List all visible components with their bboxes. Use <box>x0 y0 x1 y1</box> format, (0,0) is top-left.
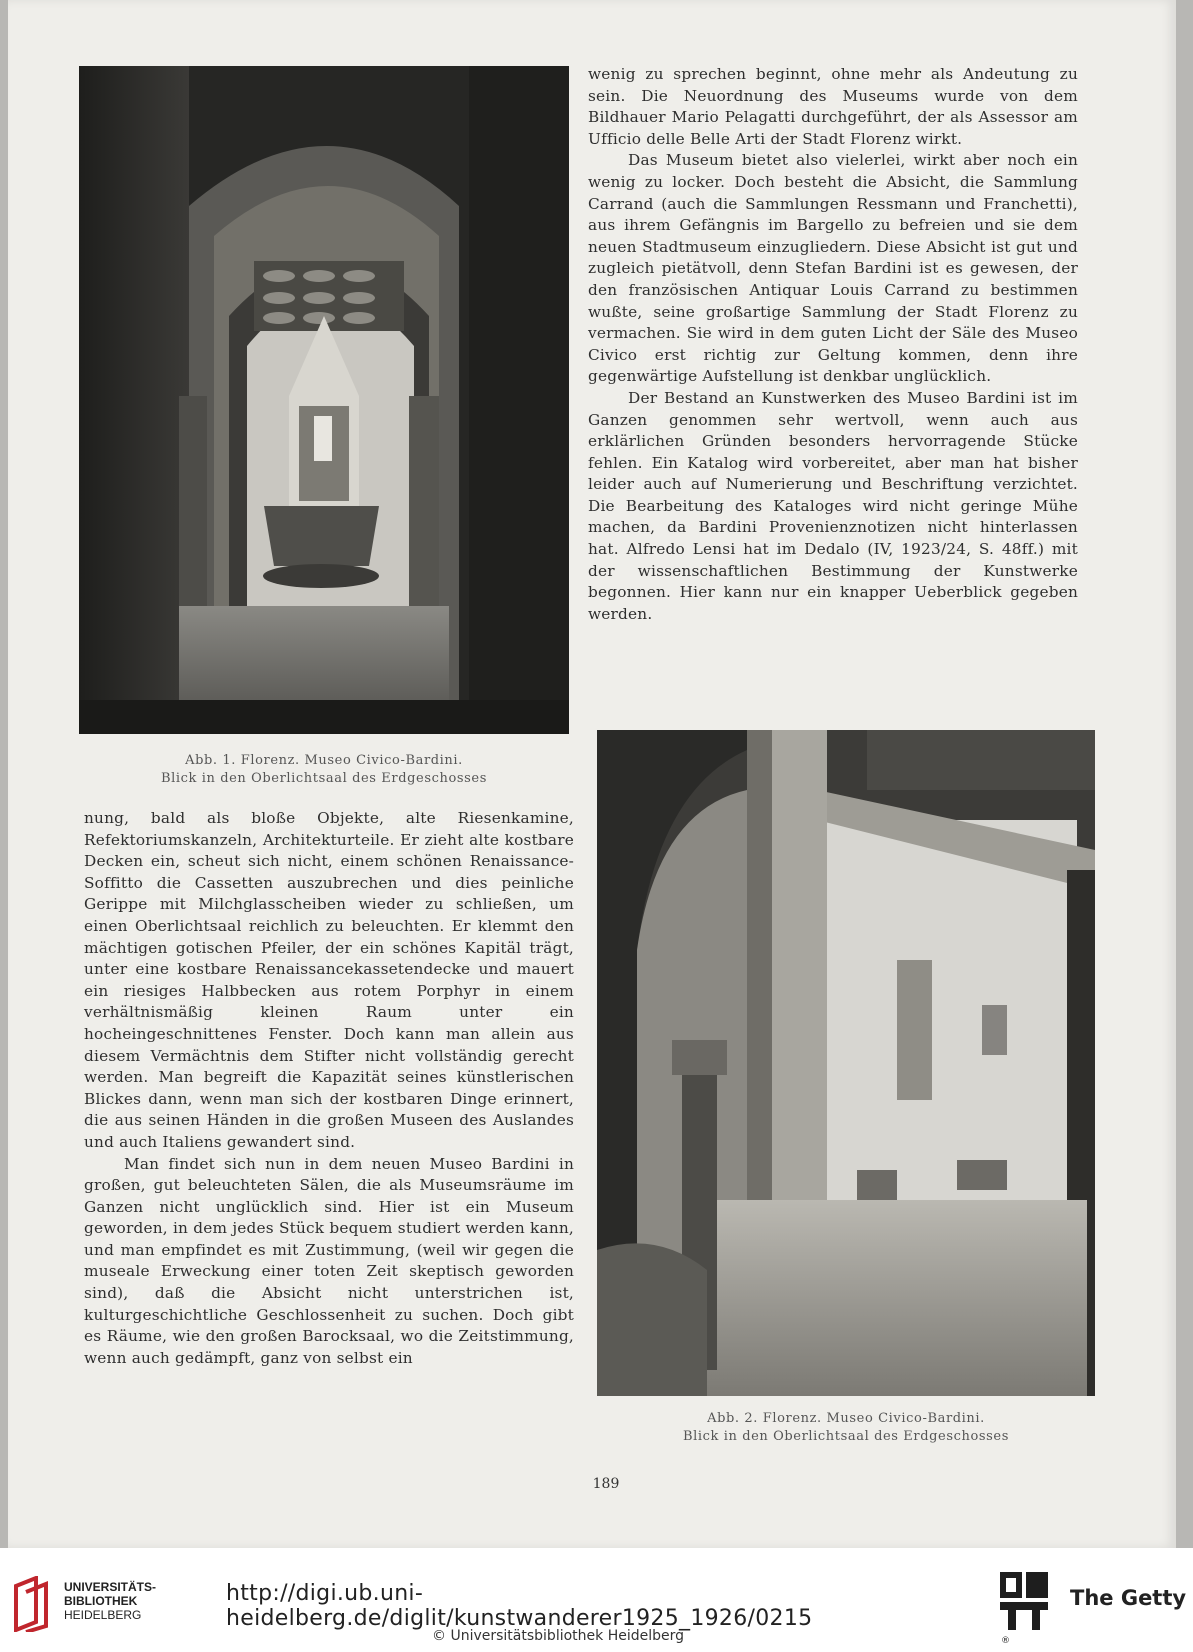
paragraph: Der Bestand an Kunstwerken des Museo Bardini ist im Ganzen genommen sehr wertvoll, wenn auch aus erklärlichen Gründen besonders hervorragende Stücke fehlen. Ein Katalog wird vorbereitet, aber man hat bisher leider auch auf Numerierung und Beschriftung verzichtet. Die Bearbeitung des Kataloges wird nicht geringe Mühe machen, da Bardini Provenienznotizen nicht hinterlassen hat. Alfredo Lensi hat im Dedalo (IV, 1923/24, S. 48ff.) mit der wissenschaftlichen Bestimmung der Kunstwerke begonnen. Hier kann nur ein knapper Ueberblick gegeben werden. <box>588 388 1078 623</box>
paragraph: nung, bald als bloße Objekte, alte Riesenkamine, Refektoriumskanzeln, Architekturteile. Er zieht alte kostbare Decken ein, scheut sich nicht, einem schönen Renaissance-Soffitto die Cassetten auszubrechen und dies peinliche Gerippe mit Milchglasscheiben wieder zu schließen, um einen Oberlichtsaal reichlich zu beleuchten. Er klemmt den mächtigen gotischen Pfeiler, der ein schönes Kapitäl trägt, unter eine kostbare Renaissancekassetendecke und mauert ein riesiges Halbbecken aus rotem Porphyr in einem verhältnismäßig kleinen Raum unter ein hocheingeschnittenes Fenster. Doch kann man allein aus diesem Vermächtnis dem Stifter nicht vollständig gerecht werden. Man begreift die Kapazität seines künstlerischen Blickes dann, wenn man sich der kostbaren Dinge erinnert, die aus seinen Händen in die großen Museen des Auslandes und auch Italiens gewandert sind. <box>84 809 574 1151</box>
figure-2-image <box>597 730 1095 1396</box>
right-text-column <box>588 64 1078 625</box>
getty-name: The Getty <box>1070 1586 1187 1610</box>
figure-2-caption <box>597 1410 1095 1446</box>
permalink-url[interactable]: http://digi.ub.uni-heidelberg.de/diglit/kunstwanderer1925_1926/0215 <box>226 1581 813 1631</box>
figure-1-caption <box>79 752 569 788</box>
figure-2-caption-line2: Blick in den Oberlichtsaal des Erdgeschosses <box>682 1429 1009 1444</box>
figure-2-caption-line1: Abb. 2. Florenz. Museo Civico-Bardini. <box>707 1411 985 1426</box>
ub-heidelberg-logo-icon <box>12 1576 56 1632</box>
library-line1: UNIVERSITÄTS- <box>64 1580 157 1594</box>
figure-1-caption-line2: Blick in den Oberlichtsaal des Erdgeschosses <box>160 771 487 786</box>
copyright-notice: © Universitätsbibliothek Heidelberg <box>432 1628 685 1644</box>
footer-banner <box>0 1548 1193 1652</box>
library-name <box>64 1580 156 1622</box>
getty-logo-icon <box>998 1570 1052 1632</box>
paragraph: Man findet sich nun in dem neuen Museo Bardini in großen, gut beleuchteten Sälen, die als Museumsräume im Ganzen nicht unglücklich sind. Hier ist ein Museum geworden, in dem jedes Stück bequem studiert werden kann, und man empfindet es mit Zustimmung, (weil wir gegen die museale Erweckung einer toten Zeit skeptisch geworden sind), daß die Absicht nicht unterstrichen ist, kulturgeschichtliche Geschlossenheit zu suchen. Doch gibt es Räume, wie den großen Barocksaal, wo die Zeitstimmung, wenn auch gedämpft, ganz von selbst ein <box>84 1154 574 1367</box>
library-line3: HEIDELBERG <box>64 1608 142 1622</box>
figure-1-image <box>79 66 569 734</box>
left-text-column <box>84 808 574 1369</box>
figure-1-caption-line1: Abb. 1. Florenz. Museo Civico-Bardini. <box>185 753 463 768</box>
page-number: 189 <box>592 1476 620 1492</box>
scanned-page <box>8 0 1176 1548</box>
figure-1-photo <box>79 66 569 734</box>
paragraph: Das Museum bietet also vielerlei, wirkt aber noch ein wenig zu locker. Doch besteht die Absicht, die Sammlung Carrand (auch die Sammlungen Ressmann und Franchetti), aus ihrem Gefängnis im Bargello zu befreien und sie dem neuen Stadtmuseum einzugliedern. Diese Absicht ist gut und zugleich pietätvoll, denn Stefan Bardini ist es gewesen, der den französischen Antiquar Louis Carrand zu bestimmen wußte, seine großartige Sammlung der Stadt Florenz zu vermachen. Sie wird in dem guten Licht der Säle des Museo Civico erst richtig zur Geltung kommen, denn ihre gegenwärtige Aufstellung ist denkbar unglücklich. <box>588 151 1078 386</box>
figure-2-photo <box>597 730 1095 1396</box>
paragraph: wenig zu sprechen beginnt, ohne mehr als Andeutung zu sein. Die Neuordnung des Museums wurde von dem Bildhauer Mario Pelagatti durchgeführt, der als Assessor am Ufficio delle Belle Arti der Stadt Florenz wirkt. <box>588 65 1078 148</box>
library-line2: BIBLIOTHEK <box>64 1594 138 1608</box>
registered-mark: ® <box>1001 1636 1010 1646</box>
